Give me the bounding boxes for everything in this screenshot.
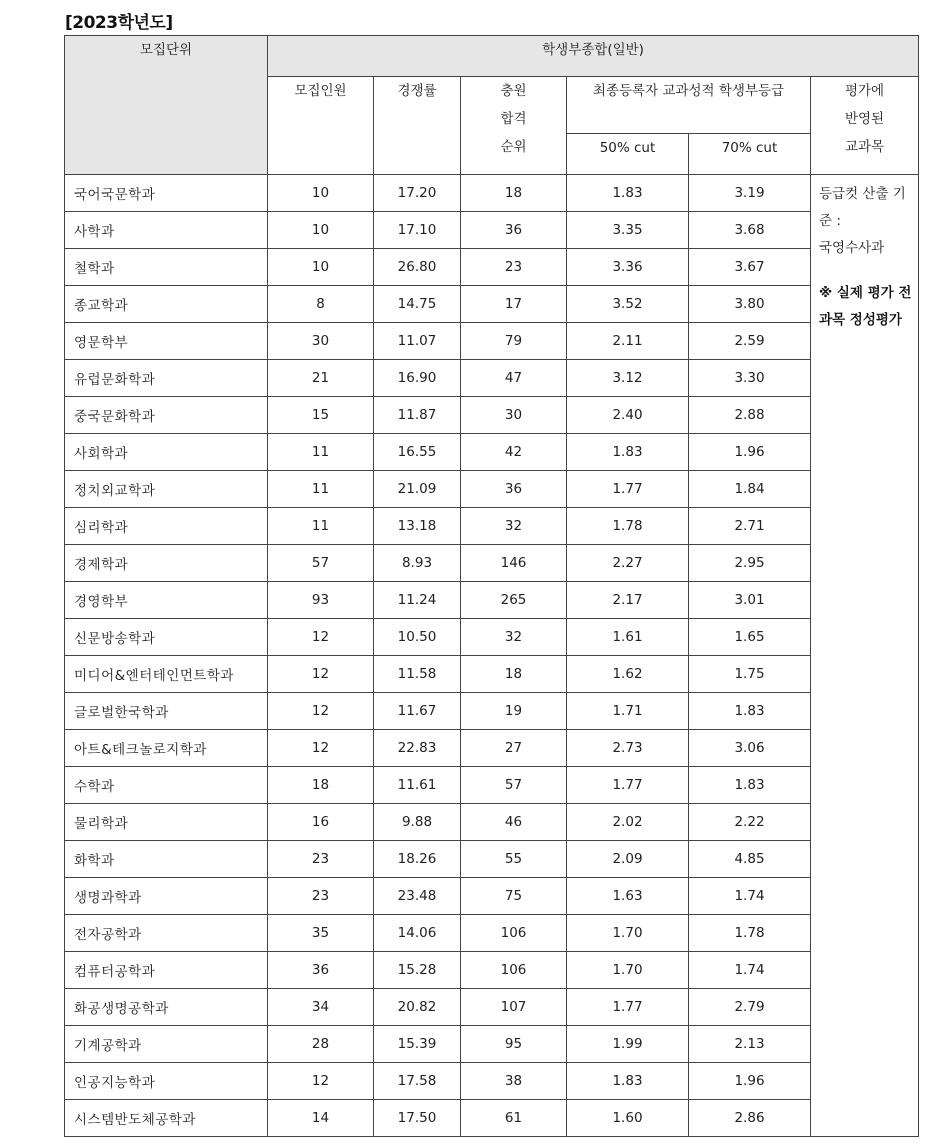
cell-cut50: 2.40 bbox=[567, 397, 689, 434]
cell-count: 8 bbox=[268, 286, 374, 323]
cell-rank: 79 bbox=[461, 323, 567, 360]
eval-note-line: 준 : bbox=[819, 213, 841, 229]
cell-rate: 14.06 bbox=[374, 915, 461, 952]
cell-rate: 22.83 bbox=[374, 730, 461, 767]
cell-cut70: 2.86 bbox=[689, 1100, 811, 1137]
cell-rank: 36 bbox=[461, 212, 567, 249]
header-cut70: 70% cut bbox=[689, 134, 811, 175]
cell-cut50: 1.83 bbox=[567, 175, 689, 212]
cell-cut70: 1.84 bbox=[689, 471, 811, 508]
cell-rate: 8.93 bbox=[374, 545, 461, 582]
cell-cut70: 1.74 bbox=[689, 952, 811, 989]
cell-rank: 107 bbox=[461, 989, 567, 1026]
cell-count: 28 bbox=[268, 1026, 374, 1063]
table-row bbox=[65, 434, 919, 471]
cell-name: 생명과학과 bbox=[65, 878, 268, 915]
cell-rate: 17.10 bbox=[374, 212, 461, 249]
cell-name: 정치외교학과 bbox=[65, 471, 268, 508]
table-row bbox=[65, 323, 919, 360]
cell-rank: 95 bbox=[461, 1026, 567, 1063]
cell-rate: 17.20 bbox=[374, 175, 461, 212]
cell-count: 34 bbox=[268, 989, 374, 1026]
cell-cut50: 1.83 bbox=[567, 1063, 689, 1100]
cell-rank: 55 bbox=[461, 841, 567, 878]
cell-count: 35 bbox=[268, 915, 374, 952]
cell-cut50: 1.78 bbox=[567, 508, 689, 545]
cell-rate: 23.48 bbox=[374, 878, 461, 915]
table-body bbox=[65, 175, 919, 1137]
admissions-table bbox=[64, 35, 919, 1137]
table-row bbox=[65, 397, 919, 434]
table-row bbox=[65, 656, 919, 693]
cell-count: 11 bbox=[268, 434, 374, 471]
cell-name: 시스템반도체공학과 bbox=[65, 1100, 268, 1137]
cell-rank: 38 bbox=[461, 1063, 567, 1100]
cell-name: 신문방송학과 bbox=[65, 619, 268, 656]
cell-cut50: 1.63 bbox=[567, 878, 689, 915]
cell-cut50: 3.35 bbox=[567, 212, 689, 249]
table-row bbox=[65, 767, 919, 804]
cell-rate: 18.26 bbox=[374, 841, 461, 878]
cell-cut70: 3.30 bbox=[689, 360, 811, 397]
cell-cut70: 2.95 bbox=[689, 545, 811, 582]
cell-cut50: 2.73 bbox=[567, 730, 689, 767]
cell-rank: 19 bbox=[461, 693, 567, 730]
table-row bbox=[65, 545, 919, 582]
cell-cut50: 1.83 bbox=[567, 434, 689, 471]
cell-rate: 11.87 bbox=[374, 397, 461, 434]
cell-cut50: 2.09 bbox=[567, 841, 689, 878]
cell-name: 심리학과 bbox=[65, 508, 268, 545]
cell-rate: 21.09 bbox=[374, 471, 461, 508]
cell-name: 컴퓨터공학과 bbox=[65, 952, 268, 989]
cell-name: 화공생명공학과 bbox=[65, 989, 268, 1026]
cell-cut70: 1.83 bbox=[689, 767, 811, 804]
cell-cut70: 3.06 bbox=[689, 730, 811, 767]
cell-name: 종교학과 bbox=[65, 286, 268, 323]
header-rank-line: 순위 bbox=[500, 139, 527, 155]
cell-cut70: 2.79 bbox=[689, 989, 811, 1026]
cell-count: 36 bbox=[268, 952, 374, 989]
cell-cut50: 1.70 bbox=[567, 952, 689, 989]
page-title: [2023학년도] bbox=[65, 13, 173, 33]
table-row bbox=[65, 471, 919, 508]
cell-rank: 47 bbox=[461, 360, 567, 397]
cell-name: 글로벌한국학과 bbox=[65, 693, 268, 730]
header-eval-line: 반영된 bbox=[844, 111, 885, 127]
cell-cut50: 1.99 bbox=[567, 1026, 689, 1063]
cell-name: 기계공학과 bbox=[65, 1026, 268, 1063]
cell-count: 10 bbox=[268, 212, 374, 249]
cell-cut50: 1.77 bbox=[567, 471, 689, 508]
cell-count: 12 bbox=[268, 730, 374, 767]
cell-name: 유럽문화학과 bbox=[65, 360, 268, 397]
cell-cut70: 1.83 bbox=[689, 693, 811, 730]
eval-note-emphasis bbox=[819, 280, 912, 334]
cell-name: 물리학과 bbox=[65, 804, 268, 841]
cell-cut50: 1.77 bbox=[567, 989, 689, 1026]
cell-name: 경제학과 bbox=[65, 545, 268, 582]
header-group: 학생부종합(일반) bbox=[268, 36, 919, 77]
cell-rank: 27 bbox=[461, 730, 567, 767]
cell-count: 12 bbox=[268, 656, 374, 693]
cell-name: 인공지능학과 bbox=[65, 1063, 268, 1100]
cell-rank: 42 bbox=[461, 434, 567, 471]
cell-cut70: 3.80 bbox=[689, 286, 811, 323]
cell-count: 30 bbox=[268, 323, 374, 360]
table-row bbox=[65, 582, 919, 619]
cell-rank: 23 bbox=[461, 249, 567, 286]
cell-count: 23 bbox=[268, 841, 374, 878]
table-row bbox=[65, 249, 919, 286]
cell-name: 사회학과 bbox=[65, 434, 268, 471]
cell-count: 12 bbox=[268, 693, 374, 730]
table-row bbox=[65, 915, 919, 952]
cell-cut70: 3.01 bbox=[689, 582, 811, 619]
cell-rank: 61 bbox=[461, 1100, 567, 1137]
cell-rate: 14.75 bbox=[374, 286, 461, 323]
cell-name: 국어국문학과 bbox=[65, 175, 268, 212]
cell-rank: 17 bbox=[461, 286, 567, 323]
table-row bbox=[65, 175, 919, 212]
cell-cut70: 3.67 bbox=[689, 249, 811, 286]
cell-cut50: 2.17 bbox=[567, 582, 689, 619]
cell-cut50: 1.60 bbox=[567, 1100, 689, 1137]
header-cut50: 50% cut bbox=[567, 134, 689, 175]
cell-cut50: 1.61 bbox=[567, 619, 689, 656]
eval-note-emphasis-line: ※ 실제 평가 전 bbox=[819, 285, 912, 301]
cell-rank: 18 bbox=[461, 175, 567, 212]
cell-count: 10 bbox=[268, 175, 374, 212]
table-row bbox=[65, 286, 919, 323]
cell-count: 23 bbox=[268, 878, 374, 915]
cell-rate: 20.82 bbox=[374, 989, 461, 1026]
cell-rank: 57 bbox=[461, 767, 567, 804]
cell-count: 16 bbox=[268, 804, 374, 841]
table-row bbox=[65, 952, 919, 989]
cell-rate: 16.90 bbox=[374, 360, 461, 397]
cell-rate: 9.88 bbox=[374, 804, 461, 841]
header-eval-line: 교과목 bbox=[844, 139, 885, 155]
cell-rank: 32 bbox=[461, 619, 567, 656]
eval-note bbox=[811, 175, 919, 1137]
header-rate: 경쟁률 bbox=[374, 77, 461, 175]
cell-rate: 16.55 bbox=[374, 434, 461, 471]
cell-rank: 75 bbox=[461, 878, 567, 915]
cell-rank: 106 bbox=[461, 915, 567, 952]
cell-rate: 11.61 bbox=[374, 767, 461, 804]
table-row bbox=[65, 693, 919, 730]
cell-cut70: 2.13 bbox=[689, 1026, 811, 1063]
cell-name: 전자공학과 bbox=[65, 915, 268, 952]
header-rank bbox=[461, 77, 567, 175]
cell-name: 아트&테크놀로지학과 bbox=[65, 730, 268, 767]
cell-cut70: 2.71 bbox=[689, 508, 811, 545]
cell-rate: 17.50 bbox=[374, 1100, 461, 1137]
cell-name: 철학과 bbox=[65, 249, 268, 286]
cell-cut70: 1.65 bbox=[689, 619, 811, 656]
cell-count: 12 bbox=[268, 1063, 374, 1100]
cell-count: 11 bbox=[268, 471, 374, 508]
cell-cut70: 3.19 bbox=[689, 175, 811, 212]
cell-rate: 13.18 bbox=[374, 508, 461, 545]
cell-count: 18 bbox=[268, 767, 374, 804]
cell-rank: 146 bbox=[461, 545, 567, 582]
table-row bbox=[65, 619, 919, 656]
cell-rate: 11.24 bbox=[374, 582, 461, 619]
header-eval-line: 평가에 bbox=[844, 83, 885, 99]
cell-cut70: 1.96 bbox=[689, 1063, 811, 1100]
cell-count: 12 bbox=[268, 619, 374, 656]
table-row bbox=[65, 841, 919, 878]
cell-rank: 265 bbox=[461, 582, 567, 619]
cell-cut50: 3.36 bbox=[567, 249, 689, 286]
cell-name: 사학과 bbox=[65, 212, 268, 249]
cell-count: 15 bbox=[268, 397, 374, 434]
cell-cut70: 3.68 bbox=[689, 212, 811, 249]
cell-cut50: 3.12 bbox=[567, 360, 689, 397]
header-grade: 최종등록자 교과성적 학생부등급 bbox=[567, 77, 811, 134]
cell-rank: 18 bbox=[461, 656, 567, 693]
cell-rate: 11.67 bbox=[374, 693, 461, 730]
table-row bbox=[65, 508, 919, 545]
eval-note-line: 국영수사과 bbox=[819, 240, 885, 256]
cell-cut50: 1.77 bbox=[567, 767, 689, 804]
cell-rank: 106 bbox=[461, 952, 567, 989]
cell-rate: 11.07 bbox=[374, 323, 461, 360]
cell-rate: 26.80 bbox=[374, 249, 461, 286]
cell-rate: 11.58 bbox=[374, 656, 461, 693]
eval-note-emphasis-line: 과목 정성평가 bbox=[819, 312, 902, 328]
cell-name: 중국문화학과 bbox=[65, 397, 268, 434]
header-eval bbox=[811, 77, 919, 175]
cell-cut70: 2.59 bbox=[689, 323, 811, 360]
cell-cut50: 3.52 bbox=[567, 286, 689, 323]
cell-name: 경영학부 bbox=[65, 582, 268, 619]
table-row bbox=[65, 989, 919, 1026]
cell-name: 영문학부 bbox=[65, 323, 268, 360]
cell-count: 14 bbox=[268, 1100, 374, 1137]
cell-rank: 30 bbox=[461, 397, 567, 434]
cell-count: 57 bbox=[268, 545, 374, 582]
cell-count: 11 bbox=[268, 508, 374, 545]
table-row bbox=[65, 1063, 919, 1100]
cell-cut70: 2.22 bbox=[689, 804, 811, 841]
cell-rate: 10.50 bbox=[374, 619, 461, 656]
table-row bbox=[65, 1026, 919, 1063]
cell-rank: 36 bbox=[461, 471, 567, 508]
header-rank-line: 합격 bbox=[500, 111, 527, 127]
cell-cut70: 1.96 bbox=[689, 434, 811, 471]
cell-rate: 15.39 bbox=[374, 1026, 461, 1063]
table-row bbox=[65, 212, 919, 249]
cell-cut70: 1.75 bbox=[689, 656, 811, 693]
cell-cut70: 4.85 bbox=[689, 841, 811, 878]
header-unit: 모집단위 bbox=[65, 36, 268, 175]
cell-name: 수학과 bbox=[65, 767, 268, 804]
header-count: 모집인원 bbox=[268, 77, 374, 175]
table-row bbox=[65, 878, 919, 915]
table-row bbox=[65, 730, 919, 767]
cell-cut70: 1.78 bbox=[689, 915, 811, 952]
cell-rate: 15.28 bbox=[374, 952, 461, 989]
eval-note-line: 등급컷 산출 기 bbox=[819, 186, 906, 202]
cell-cut50: 1.70 bbox=[567, 915, 689, 952]
table-row bbox=[65, 1100, 919, 1137]
cell-rank: 32 bbox=[461, 508, 567, 545]
cell-cut70: 1.74 bbox=[689, 878, 811, 915]
header-rank-line: 충원 bbox=[500, 83, 527, 99]
cell-name: 미디어&엔터테인먼트학과 bbox=[65, 656, 268, 693]
cell-cut50: 2.27 bbox=[567, 545, 689, 582]
table-row bbox=[65, 804, 919, 841]
cell-cut50: 2.11 bbox=[567, 323, 689, 360]
cell-name: 화학과 bbox=[65, 841, 268, 878]
cell-cut50: 1.71 bbox=[567, 693, 689, 730]
cell-count: 10 bbox=[268, 249, 374, 286]
table-row bbox=[65, 360, 919, 397]
cell-rate: 17.58 bbox=[374, 1063, 461, 1100]
cell-cut50: 1.62 bbox=[567, 656, 689, 693]
cell-count: 93 bbox=[268, 582, 374, 619]
cell-cut50: 2.02 bbox=[567, 804, 689, 841]
cell-rank: 46 bbox=[461, 804, 567, 841]
cell-cut70: 2.88 bbox=[689, 397, 811, 434]
cell-count: 21 bbox=[268, 360, 374, 397]
